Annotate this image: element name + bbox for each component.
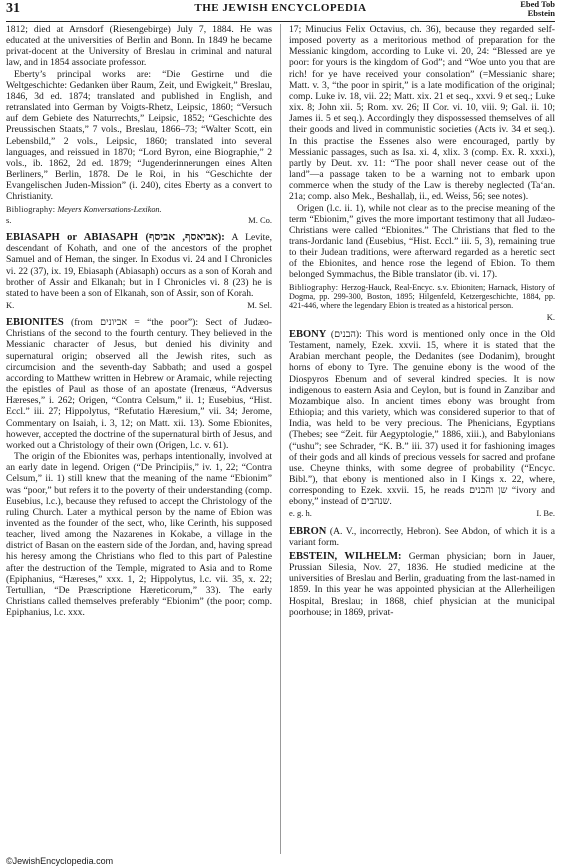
headword-ebionites: EBIONITES: [6, 317, 64, 329]
bibliography-eberty: [6, 205, 272, 214]
left-column: [6, 24, 272, 854]
entry-ebionites-text: (from אביונים = “the poor”): Sect of Judæo-Christians of the second to the fourth century. They believed in the Messianic character of Jesus, but denied his divinity and supernatural origin; observed all the Jewish rites, such as circumcision and the seventh-day Sabbath; and used a gospel according to Matthew written in Hebrew or Aramaic, while rejecting the epistles of Paul as those of an apostate (Irenæus, “Adversus Hæreses,” i. 262; Origen, “Contra Celsum,” ii. 1; Eusebius, “Hist. Eccl.” iii. 27; Hippolytus, “Refutatio Hæresium,” vii. 34; Jerome, Commentary on Isaiah, i. 3, 12; on Matt. xii. 13). Some Ebionites, however, accepted the doctrine of the supernatural birth of Jesus, and worked out a Christology of their own (Origen, l.c. v. 61).: [6, 317, 272, 451]
headword-ebiasaph: EBIASAPH or ABIASAPH (אביאסף, אביסף):: [6, 232, 225, 244]
right-column: [289, 24, 555, 854]
headword-ebstein: EBSTEIN, WILHELM:: [289, 550, 402, 562]
entry-ebony: [289, 329, 555, 508]
eberty-continuation: 1812; died at Arnsdorf (Riesengebirge) July 7, 1884. He was educated at the universities of Berlin and Bonn. In 1849 he became privat-docent at the University of Breslau in criminal and natural law, and in 1854 associate professor.: [6, 24, 272, 69]
entry-ebionites: [6, 317, 272, 451]
signature-left: s.: [6, 214, 12, 225]
bibliography-text: Meyers Konversations-Lexikon.: [57, 204, 162, 214]
entry-ebstein-text: German physician; born in Jauer, Prussian Silesia, Nov. 27, 1836. He studied medicine at the universities of Breslau and Berlin, graduating from the last-named in 1859. In this year he was appointed physician at the Allerheiligen Hospital, Breslau; in 1868, chief physician at the municipal poorhouse; in 1869, privat-: [289, 550, 555, 618]
bibliography-label: Bibliography:: [289, 282, 339, 292]
column-rule: [280, 24, 281, 854]
ebionites-origen: Origen (l.c. ii. 1), while not clear as to the precise meaning of the term “Ebionim,” gives the more important testimony that all Judæo-Christians were called “Ebionites.” The Christians that fled to the trans-Jordanic land (Eusebius, “Hist. Eccl.” iii. 5, 3), remaining true to their Judean traditions, were afterward regarded as a heretic sect of the Ebionites, and hence rose the legend of Ebion. To them belonged Symmachus, the Bible translator (ib. vi. 17).: [289, 202, 555, 281]
eberty-works: Eberty’s principal works are: “Die Gestirne und die Weltgeschichte: Gedanken über Raum, Zeit, und Ewigkeit,” Breslau, 1846, 3d ed. 1874; translated and published in English, and retranslated into German by Voigts-Rhetz, Leipsic, 1860; “Versuch auf dem Gebiete des Naturrechts,” Leipsic, 1852; “Geschichte des Preussischen Staats,” 7 vols., Breslau, 1866–73; “Walter Scott, ein Lebensbild,” 2 vols., Leipsic, 1860; translated into several languages, and reissued in 1870; “Lord Byron, eine Biographie,” 2 vols., ib. 1862, 2d ed. 1879; “Jugenderinnerungen eines Alten Berliners,” Berlin, 1878. De le Roi, in his “Geschichte der Evangelischen Juden-Mission” (i. 240), cites Eberty as a convert to Christianity.: [6, 68, 272, 203]
signature-left: K.: [6, 300, 15, 310]
bibliography-label: Bibliography:: [6, 204, 56, 214]
headword-ebony: EBONY: [289, 328, 327, 340]
signature-ebionites: [289, 312, 555, 323]
entry-ebron-text: (A. V., incorrectly, Hebron). See Abdon, of which it is a variant form.: [289, 525, 555, 548]
signature-right: K.: [546, 311, 555, 322]
entry-ebony-text: (הבנים): This word is mentioned only once in the Old Testament, namely, Ezek. xxvii. 15, where it is stated that the Arabian merchant people, the Dedanites (see Dodanim), brought horns of ebony to Tyre. The genuine ebony is the wood of the Diospyros Ebenum and of several kindred species. It is now indigenous to eastern Asia and Ceylon, but is found in Zanzibar and Mozambique also. In ancient times ebony was brought from Ethiopia; and this variety, which was considered superior to that of India, was held to be very precious. The Phenicians, Egyptians (Thebes; see “Zeit. für Aegyptologie,” 1886, xiii.), and Babylonians (“ushu”; see Schrader, “K. B.” iii. 37) used it for fashioning images of their gods and all kinds of precious vessels for sacred and profane use. Cheyne thinks, with some degree of probability (“Encyc. Bibl.”), that ebony is mentioned also in I Kings x. 22, where, corresponding to Ezek. xxvii. 15, he reads שן והבנים “ivory and ebony,” instead of שנהבים.: [289, 328, 555, 508]
headword-ebron: EBRON: [289, 525, 327, 537]
page-number: 31: [6, 1, 20, 16]
copyright-footer: ©JewishEncyclopedia.com: [6, 856, 114, 866]
ebionites-origin: The origin of the Ebionites was, perhaps intentionally, involved at an early date in legend. Origen (“De Principiis,” iv. 1, 22; “Contra Celsum,” ii. 1) still knew that the meaning of the name “Ebionim” was “poor,” but refers it to the poverty of their understanding (comp. Eusebius, l.c.), because they refused to accept the Christology of the ruling Church. Later a mythical person by the name of Ebion was invented as the founder of the sect, who, like Cerinth, his supposed teacher, lived among the Nazarenes in Kokabe, a village in the district of Basan on the eastern side of the Jordan, and, having spread his heresy among the Christians who fled to this part of Palestine after the destruction of the Temple, migrated to Asia and to Rome (Epiphanius, “Hæreses,” xxx. 1, 2; Hippolytus, l.c. vii. 35, x. 22; Tertullian, “De Præscriptione Hæreticorum,” 33). The early Christians called themselves preferably “Ebionim” (the poor; comp. Epiphanius, l.c. xxx.: [6, 451, 272, 619]
signature-right: I. Be.: [536, 508, 555, 519]
signature-left: e. g. h.: [289, 508, 312, 519]
signature-right: M. Co.: [248, 214, 272, 225]
page-header: [6, 0, 555, 22]
entry-ebstein: [289, 551, 555, 618]
catchwords: [520, 0, 555, 18]
signature-right: M. Sel.: [247, 300, 272, 310]
entry-ebiasaph: [6, 232, 272, 299]
entry-ebron: [289, 526, 555, 548]
catchword-bottom: Ebstein: [527, 8, 555, 18]
ebionites-continuation: 17; Minucius Felix Octavius, ch. 36), because they regarded self-imposed poverty as a meritorious method of preparation for the Messianic kingdom, according to Luke vi. 20, 24: “Blessed are ye poor: for yours is the kingdom of God”; and “Woe unto you that are rich! for ye have received your consolation” (=Messianic share; Matt. v. 3, “the poor in spirit,” is a late modification of the original; comp. Luke iv. 18, vii. 22; Matt. xix. 21 et seq., xxvi. 9 et seq.; Luke xix. 8; John xii. 5; Rom. xv. 26; II Cor. vi. 10, viii. 9; Gal. ii. 10; James ii. 5 et seq.). Accordingly they dispossessed themselves of all their goods and lived in communistic societies (Acts iv. 34 et seq.). In this practise the Essenes also were encouraged, partly by Messianic passages, such as Isa. xi. 4, xlix. 3 (comp. Ex. R. xxxi.), partly by Deut. xv. 11: “The poor shall never cease out of the land”—a passage taken to be a warning not to embark upon commerce when the study of the Law is thereby neglected (Ta‘an. 21a; comp. also Mek., Beshallaḥ, ii., ed. Weiss, 56; see notes).: [289, 24, 555, 203]
signature-eberty: [6, 215, 272, 226]
signature-ebiasaph: [6, 300, 272, 311]
header-rule: [6, 21, 555, 22]
bibliography-text: Herzog-Hauck, Real-Encyc. s.v. Ebioniten; Harnack, History of Dogma, pp. 299-300, Boston, 1895; Hilgenfeld, Ketzergeschichte, 1884, pp. 421-446, where the legendary Ebion is treated as a historical person.: [289, 282, 555, 311]
entry-ebiasaph-text: A Levite, descendant of Kohath, and one of the ancestors of the prophet Samuel and of Heman, the singer. In Exodus vi. 24 and I Chronicles vi. 22 (37), ix. 19, Ebiasaph (Abiasaph) occurs as a son of Korah and brother of Assir and Elkanah; but in I Chronicles vi. 8 (23) he is stated to have been a son of Elkanah, son of Assir, son of Korah.: [6, 232, 272, 299]
running-head: THE JEWISH ENCYCLOPEDIA: [194, 2, 367, 14]
signature-ebony: [289, 508, 555, 519]
bibliography-ebionites: [289, 283, 555, 311]
catchword-top: Ebed Tob: [520, 0, 555, 9]
